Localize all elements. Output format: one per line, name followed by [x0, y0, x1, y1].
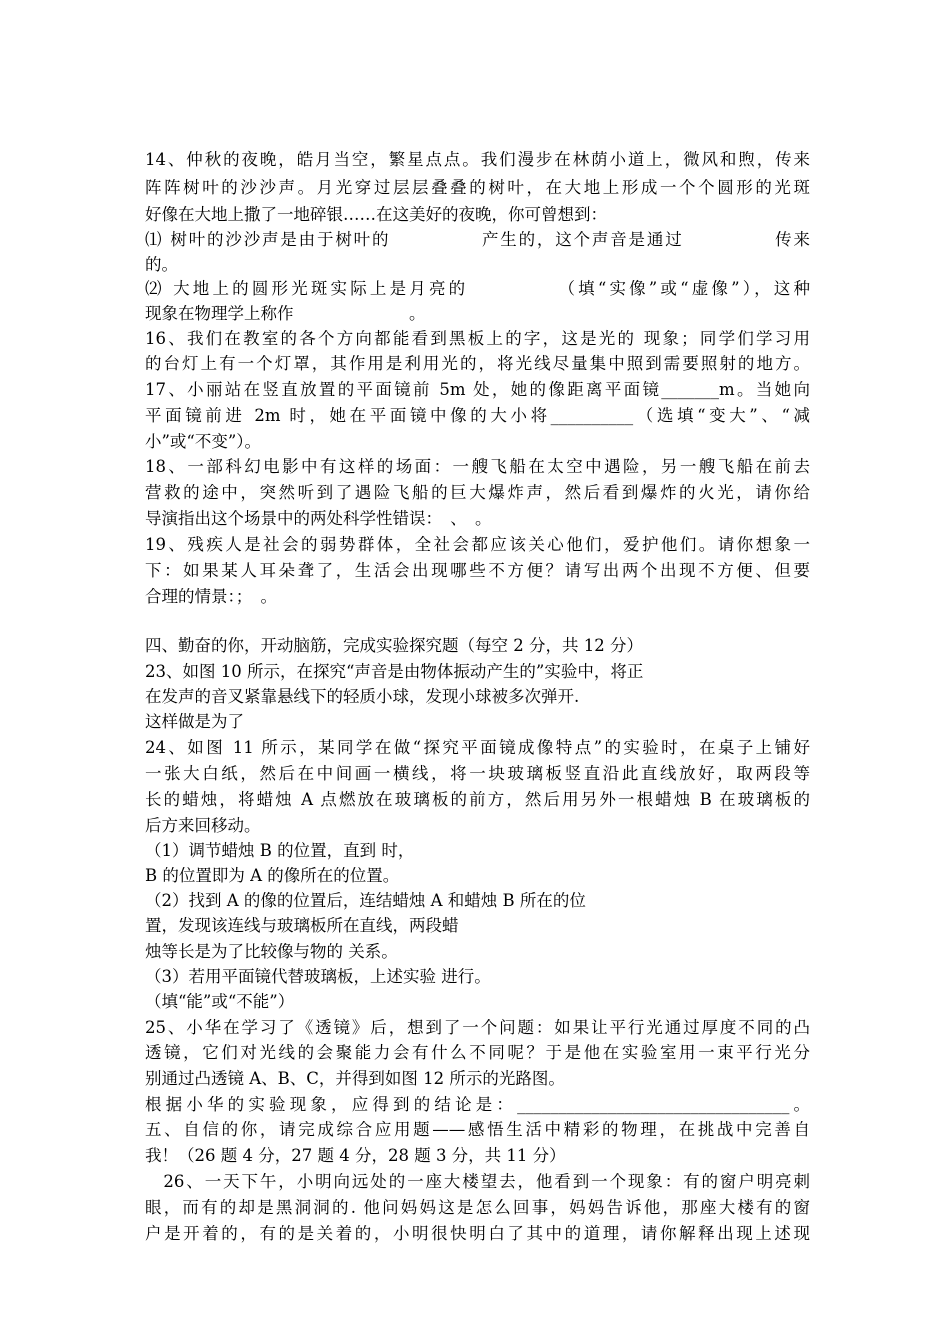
- text-line: （2）找到 A 的像的位置后，连结蜡烛 A 和蜡烛 B 所在的位: [145, 891, 586, 910]
- section-heading: 五、自信的你，请完成综合应用题——感悟生活中精彩的物理，在挑战中完善自: [145, 1120, 810, 1139]
- text-line: 小”或“不变”）。: [145, 432, 262, 451]
- text-line: 根据小华的实验现象，应得到的结论是：_________________________________。: [145, 1095, 810, 1114]
- text-line: 透镜，它们对光线的会聚能力会有什么不同呢？于是他在实验室用一束平行光分: [145, 1043, 810, 1062]
- text-line: 阵阵树叶的沙沙声。月光穿过层层叠叠的树叶，在大地上形成一个个圆形的光斑: [145, 178, 810, 197]
- text-line: 好像在大地上撒了一地碎银……在这美好的夜晚，你可曾想到：: [145, 205, 607, 224]
- text-line: 合理的情景：； 。: [145, 587, 277, 606]
- text-line: ⑴ 树叶的沙沙声是由于树叶的 产生的，这个声音是通过 传来: [145, 230, 810, 249]
- text-line: 在发声的音叉紧靠悬线下的轻质小球，发现小球被多次弹开.: [145, 687, 580, 706]
- text-line: 14、仲秋的夜晚，皓月当空，繁星点点。我们漫步在林荫小道上，微风和煦，传来: [145, 150, 810, 169]
- text-line: 24、如图 11 所示，某同学在做“探究平面镜成像特点”的实验时，在桌子上铺好: [145, 738, 810, 757]
- text-line: 26、一天下午，小明向远处的一座大楼望去，他看到一个现象：有的窗户明亮刺: [145, 1172, 810, 1191]
- text-line: 下：如果某人耳朵聋了，生活会出现哪些不方便？请写出两个出现不方便、但要: [145, 561, 810, 580]
- text-line: 的。: [145, 255, 178, 274]
- text-line: （3）若用平面镜代替玻璃板，上述实验 进行。: [145, 967, 491, 986]
- text-line: 23、如图 10 所示，在探究“声音是由物体振动产生的”实验中，将正: [145, 662, 644, 681]
- text-line: 25、小华在学习了《透镜》后，想到了一个问题：如果让平行光通过厚度不同的凸: [145, 1018, 810, 1037]
- text-line: 后方来回移动。: [145, 816, 261, 835]
- text-line: 导演指出这个场景中的两处科学性错误： 、 。: [145, 509, 492, 528]
- text-line: （填“能”或“不能”）: [145, 992, 295, 1011]
- text-line: 19、残疾人是社会的弱势群体，全社会都应该关心他们，爱护他们。请你想象一: [145, 535, 810, 554]
- text-line: 16、我们在教室的各个方向都能看到黑板上的字，这是光的 现象；同学们学习用: [145, 329, 810, 348]
- text-line: 18、一部科幻电影中有这样的场面：一艘飞船在太空中遇险，另一艘飞船在前去: [145, 457, 810, 476]
- text-line: 平面镜前进 2m 时，她在平面镜中像的大小将__________（选填“变大”、“减: [145, 406, 810, 425]
- text-line: 现象在物理学上称作 。: [145, 304, 426, 323]
- text-line: B 的位置即为 A 的像所在的位置。: [145, 866, 400, 885]
- text-line: 别通过凸透镜 A、B、C，并得到如图 12 所示的光路图。: [145, 1069, 565, 1088]
- text-line: ⑵ 大地上的圆形光斑实际上是月亮的 （填“实像”或“虚像”），这种: [145, 279, 810, 298]
- text-line: 这样做是为了: [145, 712, 244, 731]
- text-line: 我！（26 题 4 分，27 题 4 分，28 题 3 分，共 11 分）: [145, 1146, 566, 1165]
- section-heading: 四、勤奋的你，开动脑筋，完成实验探究题（每空 2 分，共 12 分）: [145, 636, 643, 655]
- text-line: 一张大白纸，然后在中间画一横线，将一块玻璃板竖直沿此直线放好，取两段等: [145, 764, 810, 783]
- text-line: 长的蜡烛，将蜡烛 A 点燃放在玻璃板的前方，然后用另外一根蜡烛 B 在玻璃板的: [145, 790, 810, 809]
- text-line: 的台灯上有一个灯罩，其作用是利用光的，将光线尽量集中照到需要照射的地方。: [145, 354, 810, 373]
- text-line: 17、小丽站在竖直放置的平面镜前 5m 处，她的像距离平面镜_______m。当她向: [145, 380, 810, 399]
- text-line: 烛等长是为了比较像与物的 关系。: [145, 942, 398, 961]
- text-line: 置，发现该连线与玻璃板所在直线，两段蜡: [145, 916, 459, 935]
- text-line: 眼，而有的却是黑洞洞的. 他问妈妈这是怎么回事，妈妈告诉他，那座大楼有的窗: [145, 1198, 810, 1217]
- text-line: 营救的途中，突然听到了遇险飞船的巨大爆炸声，然后看到爆炸的火光，请你给: [145, 483, 810, 502]
- text-line: （1）调节蜡烛 B 的位置，直到 时，: [145, 841, 415, 860]
- text-line: 户是开着的，有的是关着的，小明很快明白了其中的道理，请你解释出现上述现: [145, 1224, 810, 1243]
